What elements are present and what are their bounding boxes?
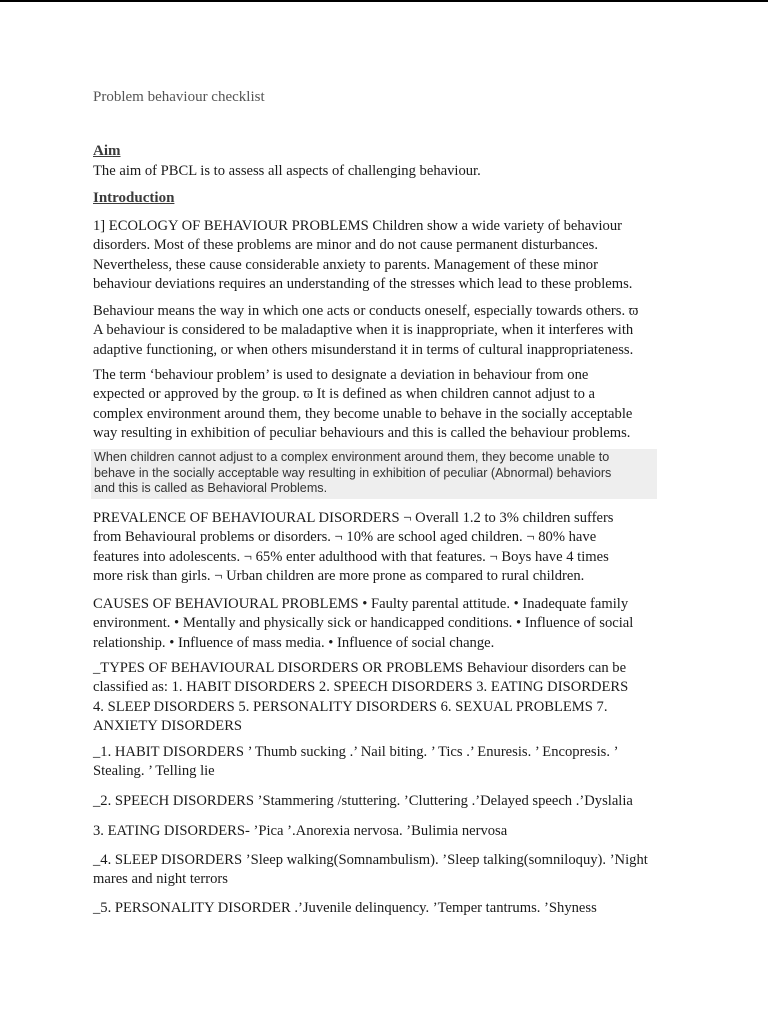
text-line: When children cannot adjust to a complex environment around them, they become unable to	[94, 450, 610, 464]
paragraph-behaviour-definition	[93, 302, 673, 360]
text-line: 4. SLEEP DISORDERS 5. PERSONALITY DISORDERS 6. SEXUAL PROBLEMS 7.	[93, 698, 608, 715]
text-line: behaviour deviations requires an understanding of the stresses which lead to these problems.	[93, 275, 633, 292]
introduction-heading: Introduction	[93, 190, 175, 206]
text-line: environment. • Mentally and physically sick or handicapped conditions. • Influence of social	[93, 615, 634, 632]
text-line: CAUSES OF BEHAVIOURAL PROBLEMS • Faulty parental attitude. • Inadequate family	[93, 596, 629, 612]
aim-text	[93, 162, 673, 181]
text-line: complex environment around them, they become unable to behave in the socially acceptable	[93, 405, 633, 422]
paragraph-habit-disorders	[93, 743, 673, 782]
text-line: The term ‘behaviour problem’ is used to designate a deviation in behaviour from one	[93, 367, 589, 383]
text-line: expected or approved by the group. ϖ It is defined as when children cannot adjust to a	[93, 386, 595, 403]
text-line: and this is called as Behavioral Problems.	[94, 481, 328, 495]
text-line: _2. SPEECH DISORDERS ’Stammering /stuttering. ’Cluttering .’Delayed speech .’Dyslalia	[93, 793, 633, 809]
text-line: ANXIETY DISORDERS	[93, 717, 243, 734]
paragraph-types	[93, 659, 673, 736]
paragraph-sleep-disorders	[93, 851, 673, 890]
paragraph-personality-disorder	[93, 899, 673, 918]
text-line: more risk than girls. ¬ Urban children are more prone as compared to rural children.	[93, 567, 585, 584]
text-line: _5. PERSONALITY DISORDER .’Juvenile delinquency. ’Temper tantrums. ’Shyness	[93, 900, 597, 916]
text-line: mares and night terrors	[93, 871, 228, 888]
text-line: behave in the socially acceptable way resulting in exhibition of peculiar (Abnormal) behaviors	[94, 465, 612, 480]
paragraph-causes	[93, 595, 673, 653]
text-line: The aim of PBCL is to assess all aspects of challenging behaviour.	[93, 163, 481, 179]
highlighted-definition	[94, 450, 656, 497]
text-line: Stealing. ’ Telling lie	[93, 763, 215, 780]
paragraph-ecology	[93, 217, 673, 294]
text-line: disorders. Most of these problems are minor and do not cause permanent disturbances.	[93, 237, 598, 254]
paragraph-prevalence	[93, 509, 673, 586]
text-line: adaptive functioning, or when others misunderstand it in terms of cultural inappropriateness.	[93, 341, 634, 358]
aim-heading: Aim	[93, 143, 121, 159]
top-border	[0, 0, 768, 2]
text-line: features into adolescents. ¬ 65% enter adulthood with that features. ¬ Boys have 4 times	[93, 548, 609, 565]
text-line: way resulting in exhibition of peculiar behaviours and this is called the behaviour problems.	[93, 424, 631, 441]
text-line: PREVALENCE OF BEHAVIOURAL DISORDERS ¬ Overall 1.2 to 3% children suffers	[93, 510, 614, 526]
text-line: 1] ECOLOGY OF BEHAVIOUR PROBLEMS Children show a wide variety of behaviour	[93, 218, 622, 234]
text-line: from Behavioural problems or disorders. ¬ 10% are school aged children. ¬ 80% have	[93, 529, 597, 546]
text-line: _1. HABIT DISORDERS ’ Thumb sucking .’ Nail biting. ’ Tics .’ Enuresis. ’ Encopresis. ’	[93, 744, 619, 760]
text-line: _4. SLEEP DISORDERS ’Sleep walking(Somnambulism). ’Sleep talking(somniloquy). ’Night	[93, 852, 648, 868]
document-title: Problem behaviour checklist	[93, 89, 265, 105]
paragraph-behaviour-problem	[93, 366, 673, 443]
text-line: A behaviour is considered to be maladaptive when it is inappropriate, when it interferes with	[93, 322, 634, 339]
text-line: classified as: 1. HABIT DISORDERS 2. SPEECH DISORDERS 3. EATING DISORDERS	[93, 679, 629, 696]
text-line: Behaviour means the way in which one acts or conducts oneself, especially towards others. ϖ	[93, 303, 639, 319]
text-line: _TYPES OF BEHAVIOURAL DISORDERS OR PROBLEMS Behaviour disorders can be	[93, 660, 627, 676]
text-line: Nevertheless, these cause considerable anxiety to parents. Management of these minor	[93, 256, 598, 273]
text-line: 3. EATING DISORDERS- ’Pica ’.Anorexia nervosa. ’Bulimia nervosa	[93, 823, 508, 839]
paragraph-speech-disorders	[93, 792, 673, 811]
paragraph-eating-disorders	[93, 822, 673, 841]
text-line: relationship. • Influence of mass media. • Influence of social change.	[93, 634, 495, 651]
